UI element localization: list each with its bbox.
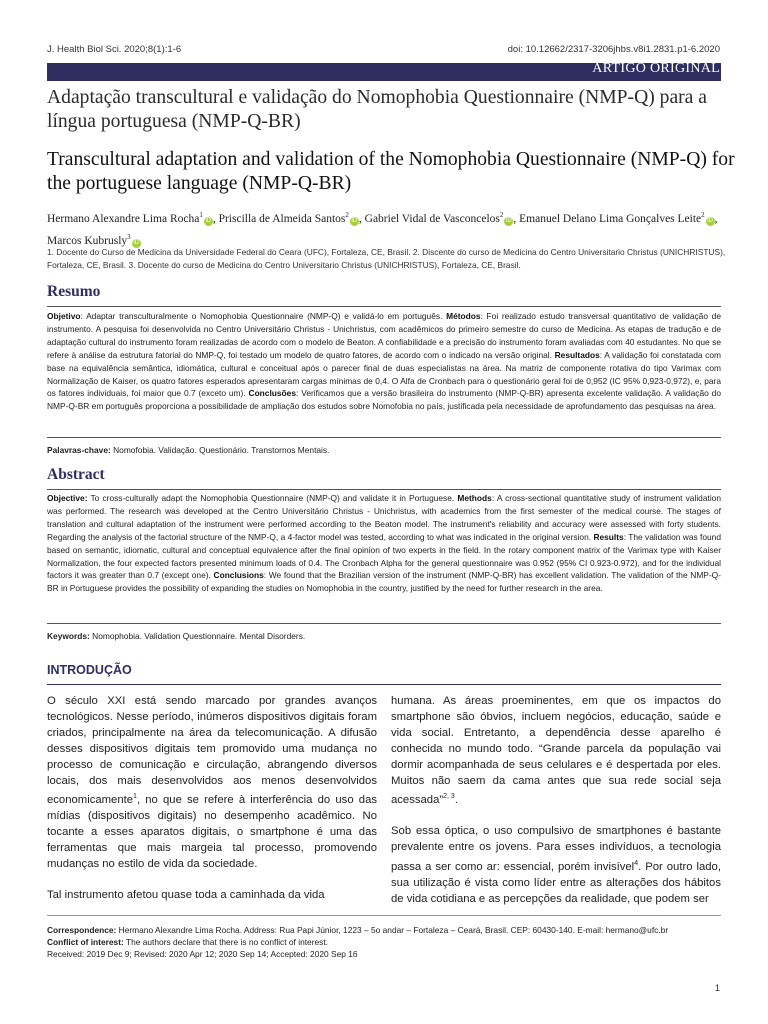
- orcid-icon[interactable]: iD: [506, 217, 512, 224]
- author-affiliation: 3: [127, 232, 131, 241]
- introduction-rule: [47, 684, 721, 685]
- article-dates: Received: 2019 Dec 9; Revised: 2020 Apr 12; 2020 Sep 14; Accepted: 2020 Sep 16: [47, 949, 358, 960]
- palavras-chave-label: Palavras-chave:: [47, 445, 111, 455]
- citation[interactable]: 4: [634, 859, 639, 867]
- author-name: Emanuel Delano Lima Gonçalves Leite: [519, 212, 702, 225]
- resumo-metodos: : Foi realizado estudo transversal quantitativo de validação de instrumento. A pesquisa foi desenvolvida no Centro Universitário Christus - Unichristus, com acadêmicos do primeiro semestre do curso de Medicina. As etapas de tradução e de adaptação cultural do instrumento foram realizadas de acordo com o modelo de Beaton. A confiabilidade e a precisão do instrumento foram avaliadas com 40 estudantes. No que se refere à análise da estrutura fatorial do NMP-Q, foi testado um modelo de quatro fatores, de acordo com o indicado na versão original.: [47, 311, 721, 360]
- page-number: 1: [714, 983, 720, 994]
- palavras-chave: [47, 444, 721, 456]
- author-name: Marcos Kubrusly: [47, 234, 128, 247]
- affiliations: 1. Docente do Curso de Medicina da Universidade Federal do Ceara (UFC), Fortaleza, CE, Brasil. 2. Discente do curso de Medicina do Centro Universitario Christus (UNICHRISTUS), Fortaleza, CE, Brasil. 3. Docente do curso de Medicina do Centro Universitario Christus (UNICHRISTUS), Fortaleza, CE, Brasil.: [47, 247, 726, 270]
- abstract-results-label: Results: [593, 531, 624, 542]
- abstract-conclusions-label: Conclusions: [213, 570, 264, 581]
- doi-link[interactable]: doi: 10.12662/2317-3206jhbs.v8i1.2831.p1-6.2020: [507, 44, 720, 55]
- resumo-top-rule: [47, 306, 721, 307]
- resumo-conclusoes: : Verificamos que a versão brasileira do instrumento (NMP-Q-BR) apresenta excelente validação. A validação do NMP-Q-BR em português proporciona a possibilidade de ampliação dos estudos sobre Nomofobia no país, justificada pela necessidade de aprofundamento das pesquisas na área.: [47, 388, 721, 412]
- intro-text: O século XXI está sendo marcado por grandes avanços tecnológicos. Nesse período, inúmeros dispositivos digitais foram criados, principalmente na área da telecomunicação. A difusão desses dispositivos digitais tem promovido uma mudança no processo de comunicação e circulação, abrangendo diversos locais, dos mais desenvolvidos aos menos desenvolvidos economicamente: [47, 695, 377, 807]
- citation[interactable]: 2, 3: [443, 793, 455, 801]
- keywords-label: Keywords:: [47, 631, 90, 641]
- author-list: [47, 206, 727, 250]
- intro-paragraph: [391, 694, 721, 809]
- abstract-top-rule: [47, 489, 721, 490]
- section-label: ARTIGO ORIGINAL: [592, 61, 720, 76]
- resumo-body: [47, 310, 721, 413]
- intro-left-column: [47, 694, 377, 919]
- intro-text: , no que se refere à interferência do uso das mídias (dispositivos digitais) no desempenho acadêmico. No tocante a esses aparatos digitais, o smartphone é uma das ferramentas que mais margeia tal processo, promovendo mudanças no estilo de vida da sociedade.: [47, 794, 377, 870]
- author-name: Gabriel Vidal de Vasconcelos: [364, 212, 500, 225]
- journal-reference: J. Health Biol Sci. 2020;8(1):1-6: [47, 44, 182, 55]
- resumo-resultados-label: Resultados: [554, 349, 600, 360]
- author-affiliation: 2: [345, 211, 349, 219]
- author-affiliation: 2: [701, 211, 705, 219]
- title-english: Transcultural adaptation and validation of the Nomophobia Questionnaire (NMP-Q) for the portuguese language (NMP-Q-BR): [47, 149, 735, 194]
- conflict-label: Conflict of interest:: [47, 937, 124, 948]
- correspondence-label: Correspondence:: [47, 925, 117, 935]
- correspondence-text: Hermano Alexandre Lima Rocha. Address: Rua Papi Júnior, 1223 – 5o andar – Fortaleza – Ceará, Brasil. CEP: 60430-140. E-mail: hermano@ufc.br: [116, 925, 669, 935]
- citation[interactable]: 1: [133, 793, 137, 801]
- intro-text: humana. As áreas proeminentes, em que os impactos do smartphone são óbvios, incluem negócios, educação, saúde e vida social. Entretanto, a dependência desse aparelho é conhecida no mundo todo. “Grande parcela da população vai dormir acompanhada de seus celulares e é despertada por eles. Muitos não saem da cama antes que sua rede social seja acessada”: [391, 695, 721, 807]
- abstract-methods-label: Methods: [457, 493, 492, 503]
- conflict-text: The authors declare that there is no conflict of interest.: [123, 937, 328, 948]
- orcid-icon[interactable]: iD: [707, 217, 713, 224]
- author-name: Hermano Alexandre Lima Rocha: [47, 212, 200, 225]
- intro-paragraph: [391, 824, 721, 907]
- author-affiliation: 1: [199, 211, 203, 219]
- resumo-objetivo: : Adaptar transculturalmente o Nomophobia Questionnaire (NMP-Q) e validá-lo em português.: [80, 311, 447, 321]
- abstract-objective: To cross-culturally adapt the Nomophobia Questionnaire (NMP-Q) and validate it in Portuguese.: [87, 493, 458, 503]
- abstract-conclusions: : We found that the Brazilian version of the instrument (NMP-Q-BR) has excellent validation. The validation of the NMP-Q-BR in Portuguese provides the possibility of expanding the studies on Nomophobia in the country, justified by the need for further research in the area.: [47, 570, 721, 594]
- author-separator: ,: [714, 212, 718, 225]
- title-portuguese: Adaptação transcultural e validação do Nomophobia Questionnaire (NMP-Q) para a língua portuguesa (NMP-Q-BR): [47, 87, 707, 132]
- resumo-heading: Resumo: [47, 283, 101, 300]
- abstract-objective-label: Objective:: [47, 493, 88, 503]
- abstract-heading: Abstract: [47, 466, 105, 483]
- intro-text: Sob essa óptica, o uso compulsivo de smartphones é bastante prevalente entre os jovens. Para esses indivíduos, a tecnologia passa a ser como ar: essencial, porém invisível: [391, 825, 721, 873]
- intro-paragraph: Tal instrumento afetou quase toda a caminhada da vida: [47, 888, 325, 901]
- intro-paragraph: [47, 694, 377, 873]
- orcid-icon[interactable]: iD: [351, 217, 358, 224]
- intro-text: .: [454, 794, 458, 807]
- introduction-heading: INTRODUÇÃO: [47, 663, 132, 677]
- correspondence: [47, 924, 721, 936]
- palavras-chave-values: Nomofobia. Validação. Questionário. Transtornos Mentais.: [110, 445, 330, 455]
- keywords-values: Nomophobia. Validation Questionnaire. Mental Disorders.: [89, 631, 306, 641]
- abstract-methods: : A cross-sectional quantitative study of instrument validation was performed. The research was developed at the Centro Universitário Christus - Unichristus, with academics from the first semester of the medical course. The stages of translation and cultural adaptation of the instrument were performed according to the Beaton model. The instrument's reliability and accuracy were assessed with forty students. Regarding the analysis of the factorial structure of the NMP-Q, a 4-factor model was tested, according to what was indicated in the original version.: [47, 493, 721, 542]
- resumo-conclusoes-label: Conclusões: [248, 388, 296, 399]
- abstract-body: [47, 492, 721, 595]
- resumo-metodos-label: Métodos: [446, 311, 481, 321]
- footnotes: [47, 924, 721, 961]
- author-affiliation: 2: [499, 211, 504, 219]
- resumo-objetivo-label: Objetivo: [47, 311, 81, 321]
- orcid-icon[interactable]: iD: [133, 239, 139, 246]
- keywords: [47, 630, 721, 642]
- author-separator: ,: [212, 212, 219, 225]
- resumo-resultados: : A validação foi constatada com base na equivalência semântica, idiomática, cultural e conceitual após o parecer final de duas especialistas na área. Na matriz de componente rotativa do tipo Varimax com Normalização de Kaiser, os quatro fatores esperados apresentaram cargas mínimas de 0,4. O Alfa de Cronbach para o questionário geral foi de 0,952 (IC 95% 0,923-0,972), e, para os fatores individuais, foi maior que 0.7 (exceto um).: [47, 349, 721, 399]
- intro-text: . Por outro lado, sua utilização é vista como líder entre as alterações dos hábitos de vida cotidiana e as percepções da realidade, que podem ser: [391, 860, 721, 905]
- resumo-bottom-rule: [47, 437, 721, 438]
- abstract-bottom-rule: [47, 623, 721, 624]
- author-separator: ,: [513, 212, 520, 225]
- orcid-icon[interactable]: iD: [205, 217, 212, 224]
- intro-right-column: [391, 694, 721, 922]
- author-name: Priscilla de Almeida Santos: [218, 212, 346, 225]
- conflict-of-interest: [47, 936, 721, 948]
- author-separator: ,: [358, 212, 365, 225]
- abstract-results: : The validation was found based on semantic, idiomatic, cultural and conceptual equivalence after the final opinion of two experts in the field. In the rotary component matrix of the Varimax type with Kaiser Normalization, the four expected factors presented minimum loads of 0.4. The Cronbach Alpha for the general questionnaire was 0.952 (95% CI 0.923-0.972), and for the individual factors it was greater than 0.7 (except one).: [47, 531, 721, 581]
- footnote-rule: [47, 915, 721, 916]
